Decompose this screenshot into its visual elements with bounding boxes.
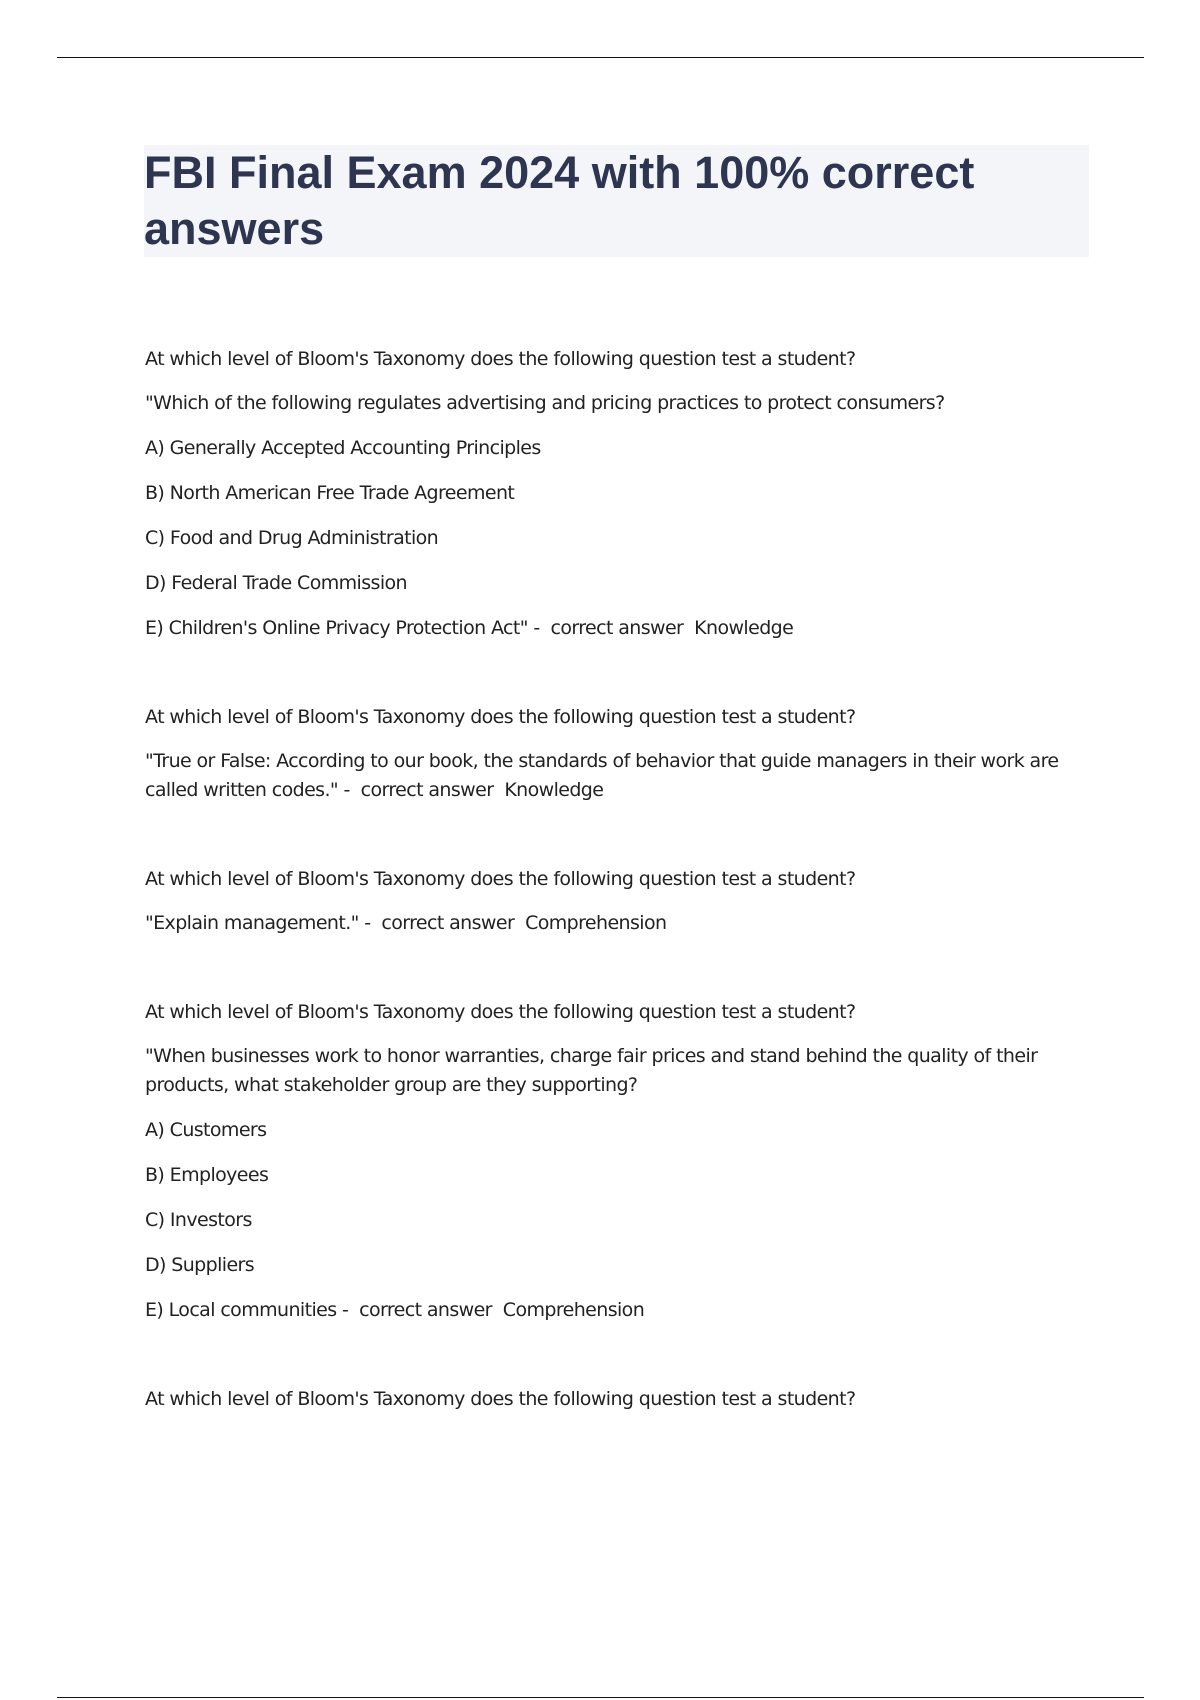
- answer-option-with-answer: [145, 614, 1095, 643]
- answer-option-text: E) Children's Online Privacy Protection Act": [145, 617, 528, 639]
- answer-separator: -: [336, 1299, 360, 1321]
- question-item: [145, 703, 1095, 805]
- question-text: "True or False: According to our book, the standards of behavior that guide managers in their work are called written codes.": [145, 750, 1059, 801]
- answer-separator: -: [358, 912, 382, 934]
- correct-answer: Knowledge: [694, 617, 794, 639]
- question-prompt: At which level of Bloom's Taxonomy does the following question test a student?: [145, 348, 856, 370]
- question-text: "Which of the following regulates advertising and pricing practices to protect consumers?: [145, 392, 945, 414]
- question-text-with-answer: [145, 909, 1095, 938]
- question-item: [145, 998, 1095, 1325]
- answer-option: C) Investors: [145, 1209, 252, 1231]
- question-text: "When businesses work to honor warranties, charge fair prices and stand behind the quality of their products, what stakeholder group are they supporting?: [145, 1045, 1038, 1096]
- question-prompt: At which level of Bloom's Taxonomy does the following question test a student?: [145, 706, 856, 728]
- question-prompt: At which level of Bloom's Taxonomy does the following question test a student?: [145, 868, 856, 890]
- answer-option: B) North American Free Trade Agreement: [145, 482, 515, 504]
- top-rule: [57, 57, 1144, 58]
- correct-answer-label: correct answer: [359, 1299, 492, 1321]
- answer-option: D) Suppliers: [145, 1254, 255, 1276]
- answer-option: C) Food and Drug Administration: [145, 527, 439, 549]
- answer-option: A) Generally Accepted Accounting Principles: [145, 437, 541, 459]
- answer-option: A) Customers: [145, 1119, 267, 1141]
- correct-answer-label: correct answer: [550, 617, 684, 639]
- answer-option-with-answer: [145, 1296, 1095, 1325]
- answer-separator: -: [527, 617, 551, 639]
- answer-separator: -: [338, 779, 361, 801]
- question-text-with-answer: [145, 747, 1095, 805]
- correct-answer: Knowledge: [504, 779, 604, 801]
- document-title: FBI Final Exam 2024 with 100% correct answers: [144, 147, 975, 254]
- correct-answer-label: correct answer: [360, 779, 494, 801]
- question-prompt: At which level of Bloom's Taxonomy does the following question test a student?: [145, 1001, 856, 1023]
- question-prompt: At which level of Bloom's Taxonomy does the following question test a student?: [145, 1388, 856, 1410]
- correct-answer: Comprehension: [502, 1299, 645, 1321]
- question-text: "Explain management.": [145, 912, 359, 934]
- questions-list: [145, 345, 1095, 1429]
- answer-option-text: E) Local communities: [145, 1299, 337, 1321]
- bottom-rule: [57, 1697, 1144, 1698]
- question-item: [145, 345, 1095, 643]
- title-banner: [144, 145, 1089, 257]
- correct-answer: Comprehension: [525, 912, 667, 934]
- answer-option: D) Federal Trade Commission: [145, 572, 407, 594]
- question-item: [145, 1385, 1095, 1414]
- correct-answer-label: correct answer: [381, 912, 515, 934]
- question-item: [145, 865, 1095, 938]
- answer-option: B) Employees: [145, 1164, 269, 1186]
